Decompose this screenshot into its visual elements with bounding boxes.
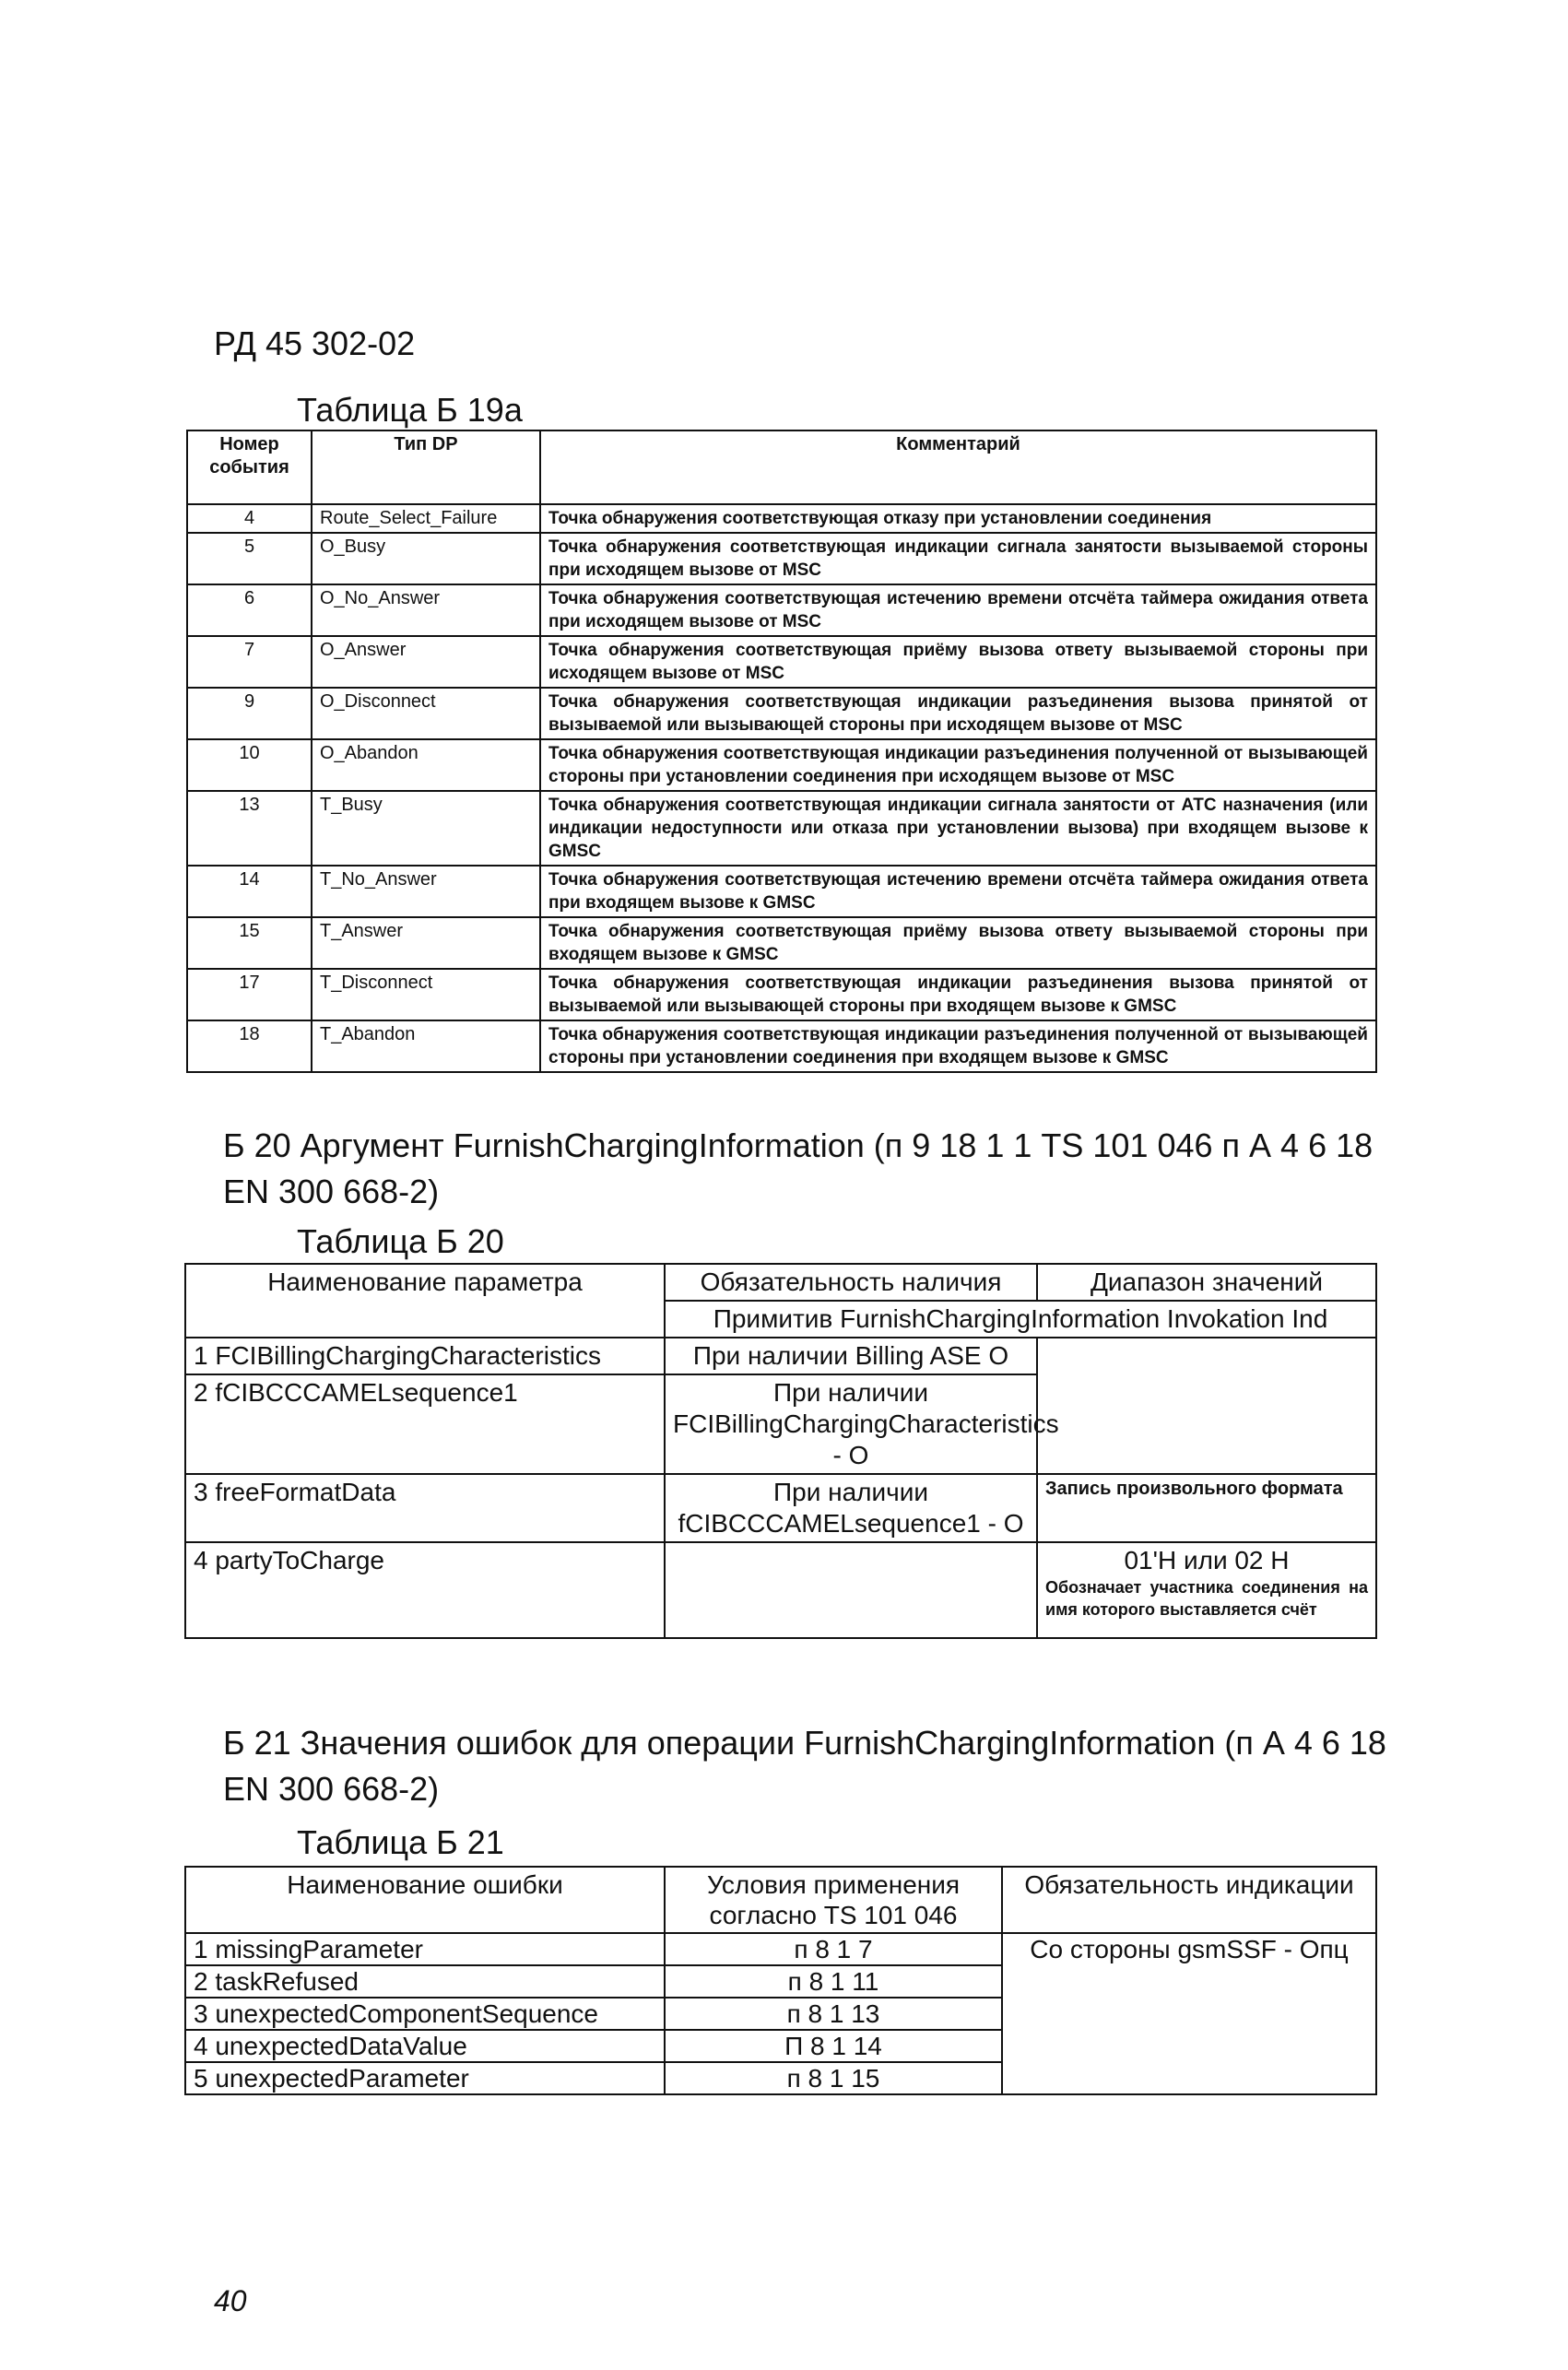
table-20-caption: Таблица Б 20 bbox=[297, 1222, 504, 1260]
dp-type-cell: T_Disconnect bbox=[312, 969, 540, 1020]
event-number-cell: 5 bbox=[187, 533, 312, 584]
mandatory-cell bbox=[665, 1542, 1037, 1638]
event-number-cell: 14 bbox=[187, 866, 312, 917]
comment-cell: Точка обнаружения соответствующая индикации разъединения полученной от вызывающей стороны при установлении соединения при входящем вызове к GMSC bbox=[540, 1020, 1376, 1072]
primitive-header: Примитив FurnishChargingInformation Invokation Ind bbox=[665, 1301, 1376, 1338]
table-19a-body bbox=[187, 504, 1376, 1072]
param-name: 2 fCIBCCCAMELsequence1 bbox=[185, 1374, 665, 1474]
table-row bbox=[185, 1542, 1376, 1638]
event-number-cell: 13 bbox=[187, 791, 312, 866]
table-20 bbox=[184, 1263, 1377, 1639]
dp-type-cell: T_Abandon bbox=[312, 1020, 540, 1072]
event-number-cell: 15 bbox=[187, 917, 312, 969]
event-number-cell: 17 bbox=[187, 969, 312, 1020]
dp-type-cell: T_Busy bbox=[312, 791, 540, 866]
column-header-error: Наименование ошибки bbox=[185, 1867, 665, 1933]
error-name: 5 unexpectedParameter bbox=[185, 2062, 665, 2094]
table-21 bbox=[184, 1866, 1377, 2095]
dp-type-cell: O_Abandon bbox=[312, 739, 540, 791]
dp-type-cell: O_No_Answer bbox=[312, 584, 540, 636]
event-number-cell: 10 bbox=[187, 739, 312, 791]
page-number: 40 bbox=[214, 2284, 247, 2317]
comment-cell: Точка обнаружения соответствующая истечению времени отсчёта таймера ожидания ответа при исходящем вызове от MSC bbox=[540, 584, 1376, 636]
condition-cell: п 8 1 7 bbox=[665, 1933, 1002, 1965]
mandatory-cell: При наличии Billing ASE O bbox=[665, 1338, 1037, 1374]
dp-type-cell: T_Answer bbox=[312, 917, 540, 969]
column-header-parameter: Наименование параметра bbox=[185, 1264, 665, 1338]
comment-cell: Точка обнаружения соответствующая истечению времени отсчёта таймера ожидания ответа при входящем вызове к GMSC bbox=[540, 866, 1376, 917]
condition-cell: п 8 1 13 bbox=[665, 1998, 1002, 2030]
error-name: 4 unexpectedDataValue bbox=[185, 2030, 665, 2062]
table-row bbox=[187, 584, 1376, 636]
range-value: 01'H или 02 H bbox=[1124, 1546, 1290, 1574]
table-row bbox=[187, 636, 1376, 688]
comment-cell: Точка обнаружения соответствующая отказу при установлении соединения bbox=[540, 504, 1376, 533]
table-row bbox=[187, 504, 1376, 533]
section-20-heading: Б 20 Аргумент FurnishChargingInformation (п 9 18 1 1 TS 101 046 п А 4 6 18 EN 300 668-2) bbox=[223, 1126, 1373, 1210]
table-21-caption: Таблица Б 21 bbox=[297, 1823, 504, 1861]
event-number-cell: 18 bbox=[187, 1020, 312, 1072]
table-19a bbox=[186, 430, 1377, 1073]
event-number-cell: 9 bbox=[187, 688, 312, 739]
comment-cell: Точка обнаружения соответствующая индикации разъединения полученной от вызывающей стороны при установлении соединения при исходящем вызове от MSC bbox=[540, 739, 1376, 791]
document-code: РД 45 302-02 bbox=[214, 324, 416, 362]
param-name: 4 partyToCharge bbox=[185, 1542, 665, 1638]
error-name: 1 missingParameter bbox=[185, 1933, 665, 1965]
comment-cell: Точка обнаружения соответствующая индикации сигнала занятости от АТС назначения (или индикации недоступности или отказа при установлении вызова) при входящем вызове к GMSC bbox=[540, 791, 1376, 866]
column-header-condition: Условия применения согласно TS 101 046 bbox=[665, 1867, 1002, 1933]
range-cell: Запись произвольного формата bbox=[1037, 1474, 1376, 1542]
event-number-cell: 4 bbox=[187, 504, 312, 533]
table-row bbox=[185, 1474, 1376, 1542]
section-21-heading: Б 21 Значения ошибок для операции FurnishChargingInformation (п А 4 6 18 EN 300 668-2) bbox=[223, 1724, 1386, 1808]
table-row bbox=[187, 739, 1376, 791]
table-row bbox=[185, 1933, 1376, 1965]
dp-type-cell: O_Answer bbox=[312, 636, 540, 688]
comment-cell: Точка обнаружения соответствующая приёму вызова ответу вызываемой стороны при исходящем вызове от MSC bbox=[540, 636, 1376, 688]
event-number-cell: 7 bbox=[187, 636, 312, 688]
table-row bbox=[185, 1338, 1376, 1374]
dp-type-cell: Route_Select_Failure bbox=[312, 504, 540, 533]
column-header-dp-type: Тип DP bbox=[312, 430, 540, 504]
table-row bbox=[187, 866, 1376, 917]
dp-type-cell: O_Busy bbox=[312, 533, 540, 584]
condition-cell: п 8 1 11 bbox=[665, 1965, 1002, 1998]
table-19a-caption: Таблица Б 19а bbox=[297, 391, 523, 429]
dp-type-cell: T_No_Answer bbox=[312, 866, 540, 917]
column-header-comment: Комментарий bbox=[540, 430, 1376, 504]
range-cell bbox=[1037, 1338, 1376, 1474]
comment-cell: Точка обнаружения соответствующая индикации разъединения вызова принятой от вызываемой или вызывающей стороны при входящем вызове к GMSC bbox=[540, 969, 1376, 1020]
condition-cell: П 8 1 14 bbox=[665, 2030, 1002, 2062]
range-note: Обозначает участника соединения на имя которого выставляется счёт bbox=[1045, 1578, 1368, 1619]
column-header-indication: Обязательность индикации bbox=[1002, 1867, 1376, 1933]
error-name: 3 unexpectedComponentSequence bbox=[185, 1998, 665, 2030]
table-row bbox=[187, 1020, 1376, 1072]
comment-cell: Точка обнаружения соответствующая приёму вызова ответу вызываемой стороны при входящем вызове к GMSC bbox=[540, 917, 1376, 969]
param-name: 3 freeFormatData bbox=[185, 1474, 665, 1542]
table-row bbox=[187, 533, 1376, 584]
mandatory-cell: При наличии fCIBCCCAMELsequence1 - O bbox=[665, 1474, 1037, 1542]
comment-cell: Точка обнаружения соответствующая индикации сигнала занятости вызываемой стороны при исходящем вызове от MSC bbox=[540, 533, 1376, 584]
table-row bbox=[187, 917, 1376, 969]
param-name: 1 FCIBillingChargingCharacteristics bbox=[185, 1338, 665, 1374]
column-header-mandatory: Обязательность наличия bbox=[665, 1264, 1037, 1301]
column-header-range: Диапазон значений bbox=[1037, 1264, 1376, 1301]
comment-cell: Точка обнаружения соответствующая индикации разъединения вызова принятой от вызываемой или вызывающей стороны при исходящем вызове от MSC bbox=[540, 688, 1376, 739]
condition-cell: п 8 1 15 bbox=[665, 2062, 1002, 2094]
column-header-event-number: Номер события bbox=[187, 430, 312, 504]
event-number-cell: 6 bbox=[187, 584, 312, 636]
table-row bbox=[187, 688, 1376, 739]
table-row bbox=[187, 969, 1376, 1020]
indication-cell: Со стороны gsmSSF - Опц bbox=[1002, 1933, 1376, 2094]
table-row bbox=[187, 791, 1376, 866]
mandatory-cell: При наличии FCIBillingChargingCharacteristics - O bbox=[665, 1374, 1037, 1474]
dp-type-cell: O_Disconnect bbox=[312, 688, 540, 739]
error-name: 2 taskRefused bbox=[185, 1965, 665, 1998]
range-cell bbox=[1037, 1542, 1376, 1638]
